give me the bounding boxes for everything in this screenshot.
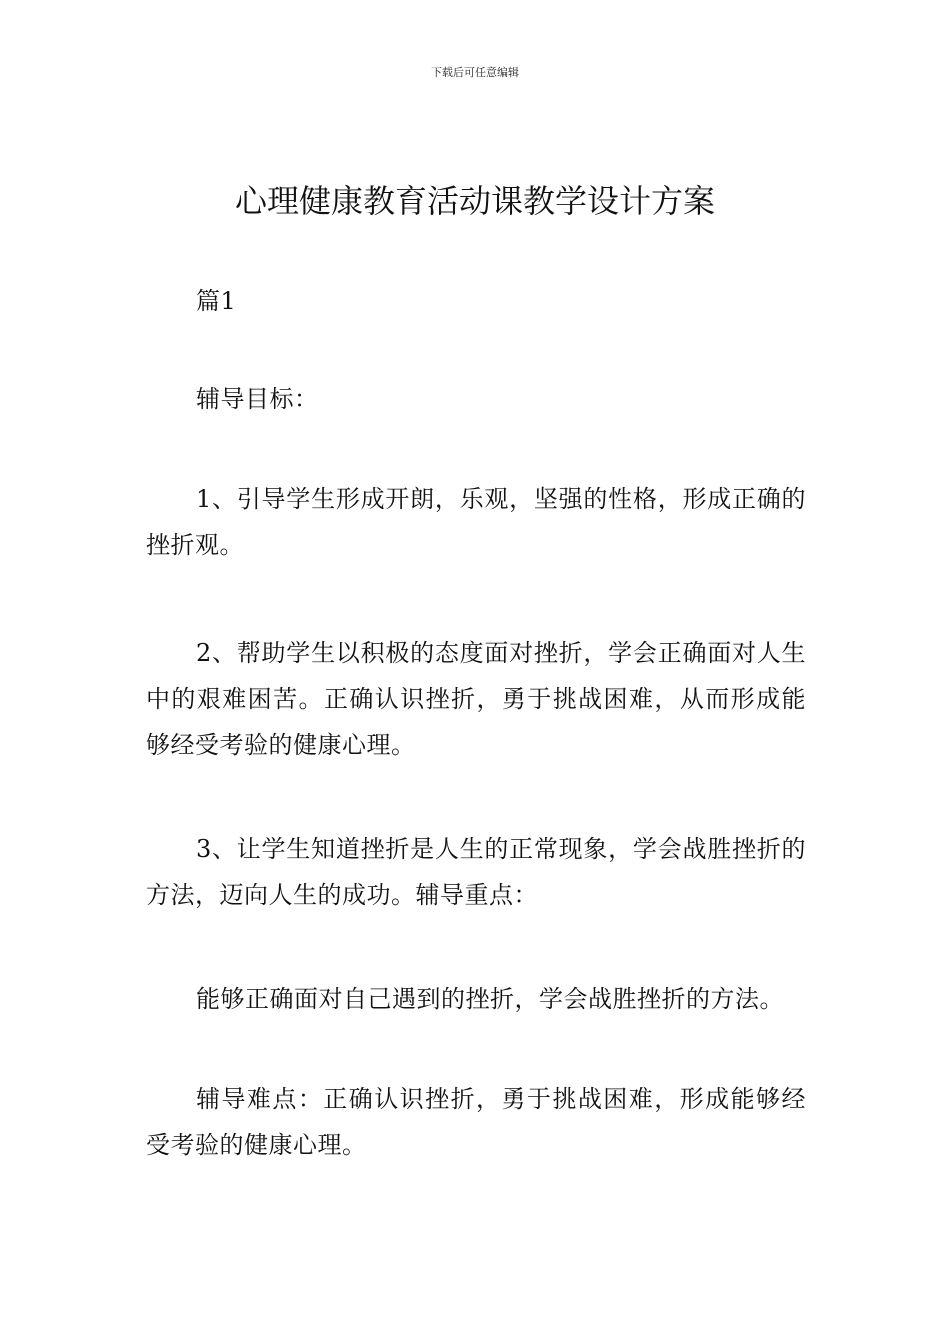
objectives-heading: 辅导目标： <box>196 385 319 413</box>
key-point-paragraph: 能够正确面对自己遇到的挫折，学会战胜挫折的方法。 <box>196 985 784 1013</box>
section-label: 篇1 <box>196 287 237 315</box>
objective-item-2: 2、帮助学生以积极的态度面对挫折，学会正确面对人生中的艰难困苦。正确认识挫折，勇于挑战困难，从而形成能够经受考验的健康心理。 <box>146 639 806 759</box>
objective-item-3: 3、让学生知道挫折是人生的正常现象，学会战胜挫折的方法，迈向人生的成功。辅导重点： <box>146 835 806 909</box>
page-header-note: 下载后可任意编辑 <box>431 66 519 79</box>
document-title: 心理健康教育活动课教学设计方案 <box>234 182 715 220</box>
objective-item-1: 1、引导学生形成开朗，乐观，坚强的性格，形成正确的挫折观。 <box>146 485 806 559</box>
difficulty-paragraph: 辅导难点：正确认识挫折，勇于挑战困难，形成能够经受考验的健康心理。 <box>146 1085 806 1159</box>
